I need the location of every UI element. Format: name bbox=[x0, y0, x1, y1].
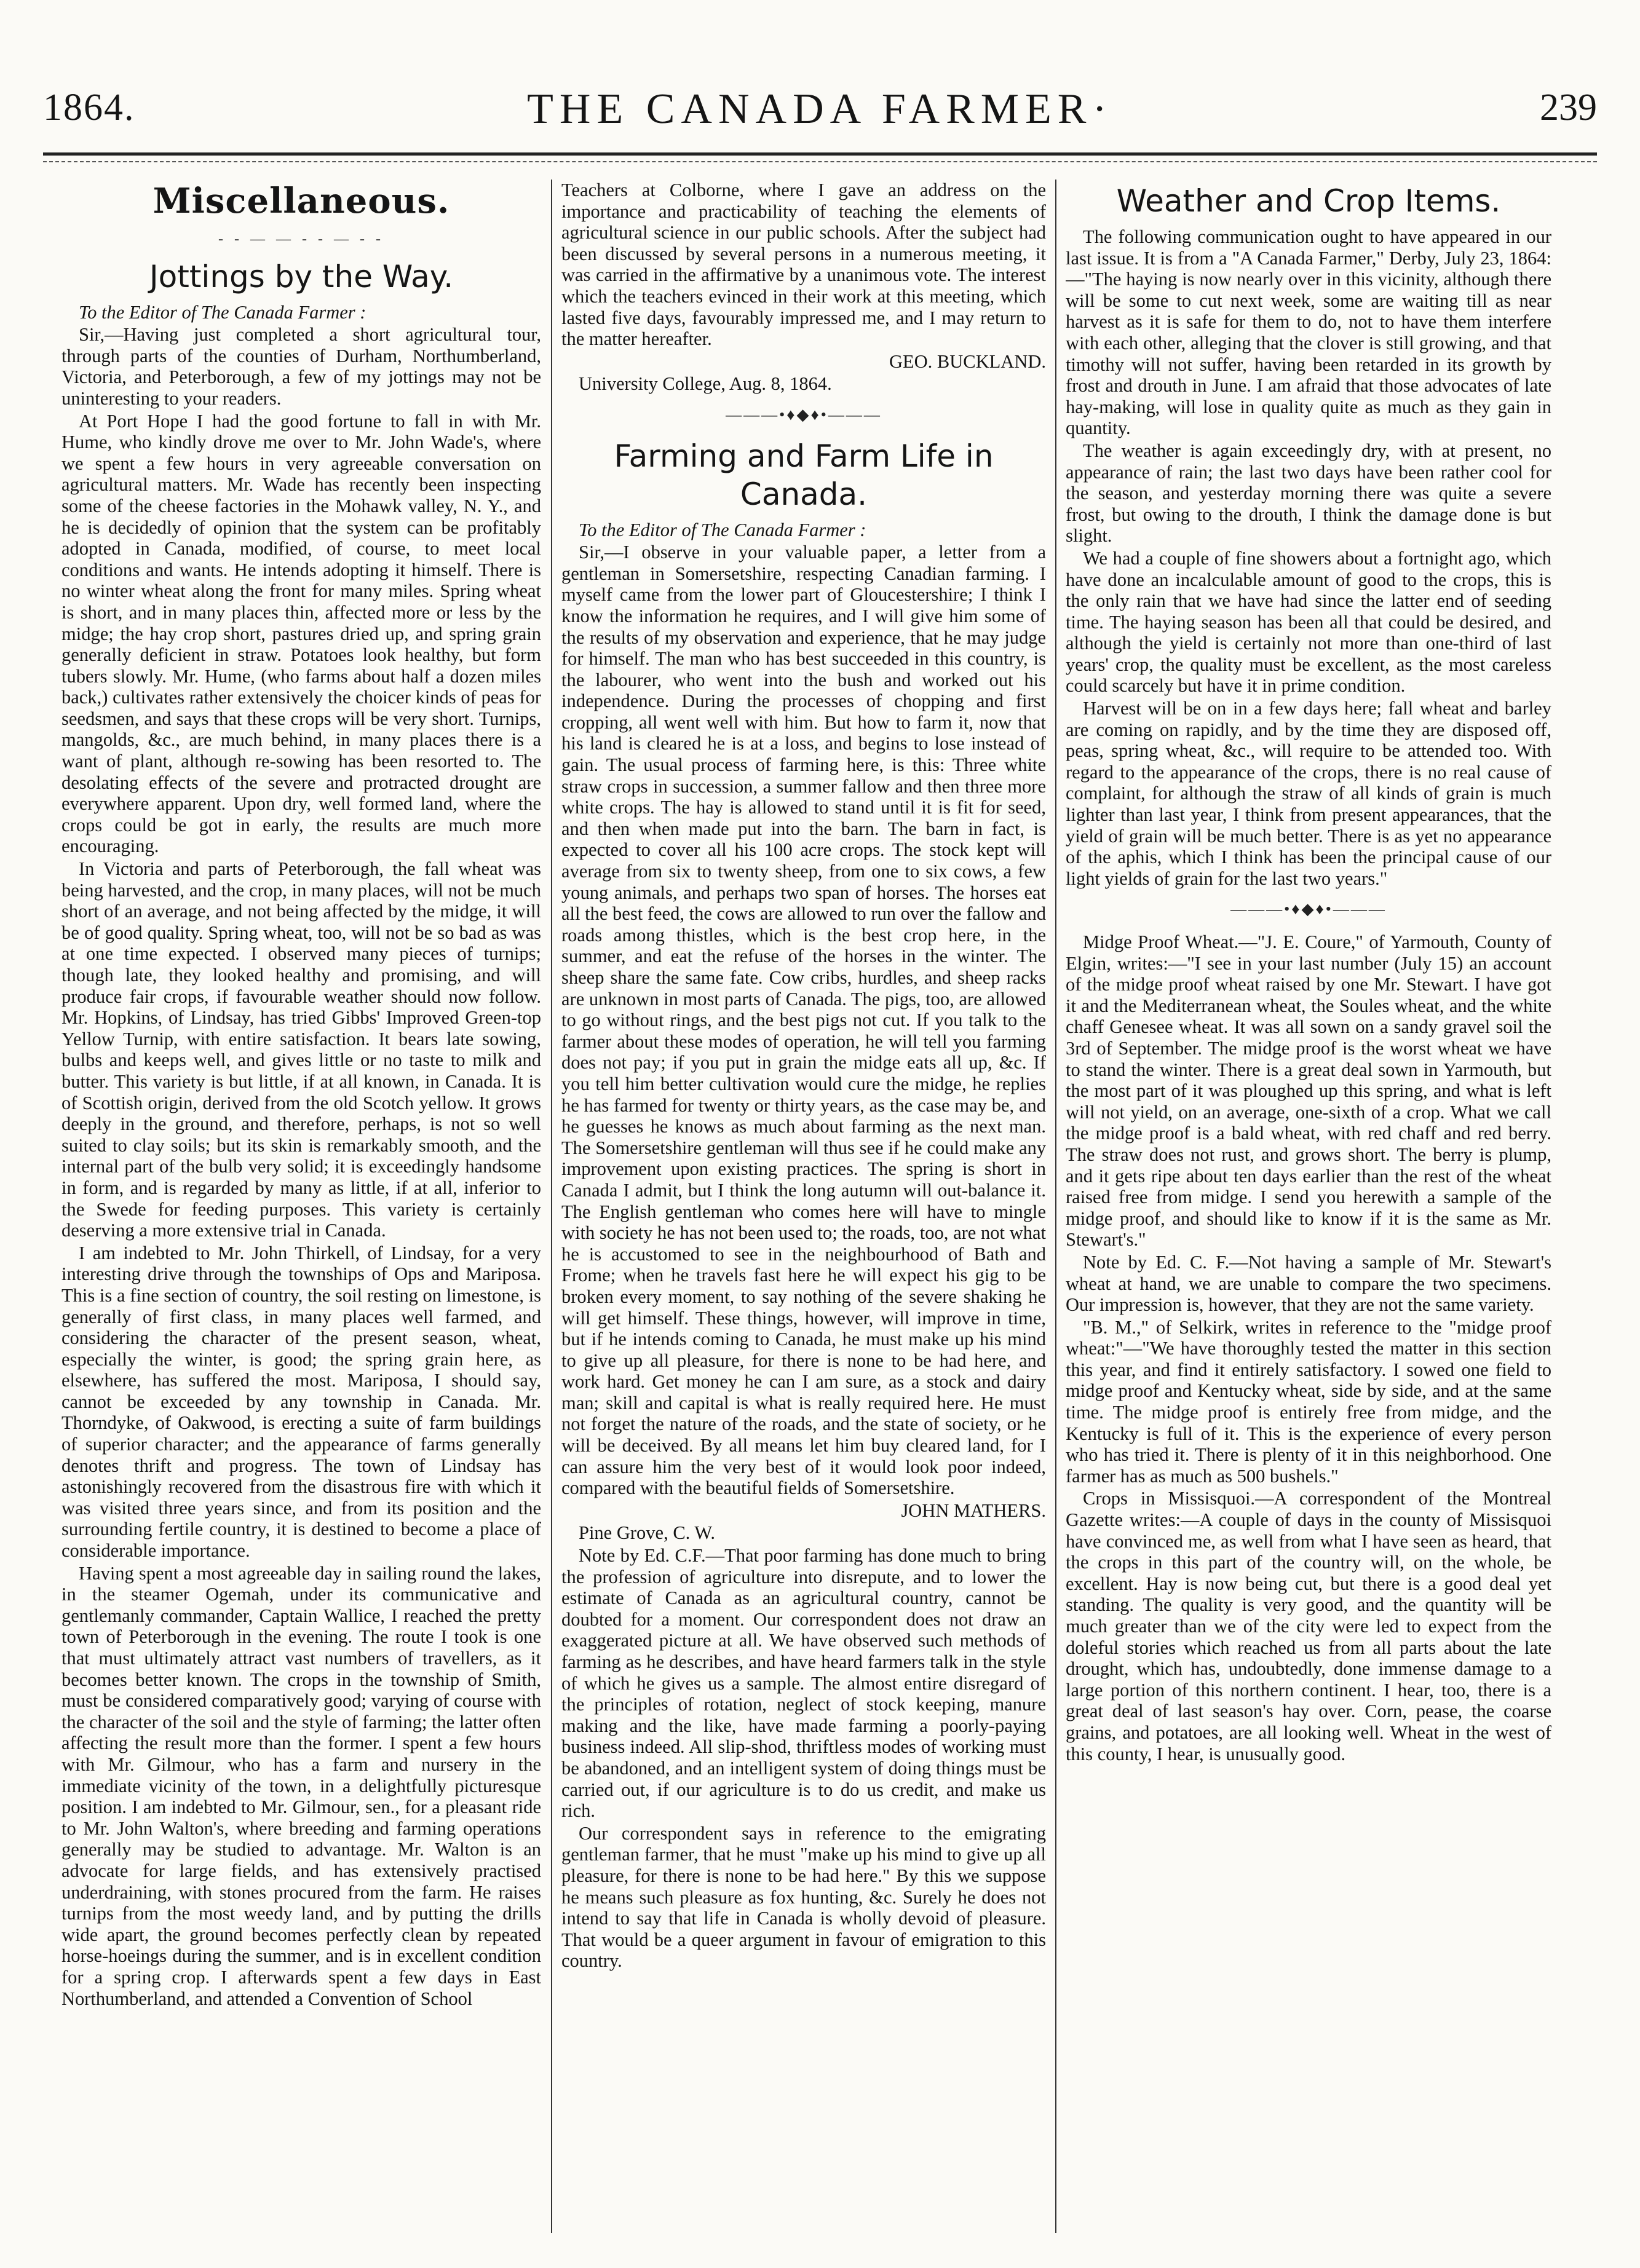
page-number: 239 bbox=[1540, 87, 1597, 128]
signature: JOHN MATHERS. bbox=[901, 1499, 1046, 1521]
column-divider bbox=[551, 180, 552, 2233]
article-paragraph: Harvest will be on in a few days here; fall wheat and barley are coming on rapidly, and by the time they are disposed off, peas, spring wheat, &c., will require to be attended too. With regard to the appearance of the crops, there is no real cause of complaint, for although the straw of all kinds of grain is much lighter than last year, I think from present appearances, that the yield of grain will be much better. There is as yet no appearance of the aphis, which I think has been the principal cause of our light yields of grain for the last two years." bbox=[1066, 698, 1551, 889]
column-3 bbox=[1066, 180, 1551, 2233]
article-paragraph: Crops in Missisquoi.—A correspondent of the Montreal Gazette writes:—A couple of days in the county of Missisquoi have convinced me, as well from what I have seen as heard, that the crops in this part of the country will, on the whole, be excellent. Hay is now being cut, but there is a good deal yet standing. The quality is very good, and the quantity will be much greater than we of the city were led to expect from the doleful stories which reached us from all parts about the late drought, which has, undoubtedly, done immense damage to a large portion of this northern continent. I hear, too, there is a great deal of last season's hay over. Corn, pease, the coarse grains, and potatoes, are all looking well. Wheat in the west of this county, I hear, is unusually good. bbox=[1066, 1488, 1551, 1764]
article-title: Farming and Farm Life in Canada. bbox=[614, 438, 994, 512]
issue-year: 1864. bbox=[43, 87, 135, 128]
article-paragraph: The following communication ought to have appeared in our last issue. It is from a "A Canada Farmer," Derby, July 23, 1864:—"The haying is now nearly over in this vicinity, although there will be some to cut next week, some are waiting till as near harvest as it is safe for them to do, not to have them interfere with each other, alleging that the clover is still growing, and that timothy will not suffer, having been retarded in its growth by frost and drouth in June. I am afraid that those advocates of late hay-making, will lose in quality quite as much as they gain in quantity. bbox=[1066, 226, 1551, 439]
article-paragraph: "B. M.," of Selkirk, writes in reference to the "midge proof wheat:"—"We have thoroughly tested the matter in this section this year, and find it entirely satisfactory. I sowed one field to midge proof and Kentucky wheat, side by side, and at the same time. The midge proof is entirely free from midge, and the Kentucky is full of it. This is the experience of every person who has tried it. There is plenty of it in this neighborhood. One farmer has as much as 500 bushels." bbox=[1066, 1316, 1551, 1487]
article-title: Jottings by the Way. bbox=[149, 258, 454, 294]
header-rule bbox=[43, 152, 1597, 156]
page-header bbox=[43, 74, 1597, 141]
article-paragraph: In Victoria and parts of Peterborough, the fall wheat was being harvested, and the crop, in many places, will not be much short of an average, and not being affected by the midge, it will be of good quality. Spring wheat, too, will not be so bad as was at one time expected. I observed many pieces of turnips; though late, they looked healthy and promising, and will produce fair crops, if favourable weather should now follow. Mr. Hopkins, of Lindsay, has tried Gibbs' Improved Green-top Yellow Turnip, with entire satisfaction. It bears late sowing, bulbs and keeps well, and gives little or no taste to milk and butter. This variety is but little, if at all known, in Canada. It is of Scottish origin, derived from the old Scotch yellow. It grows deeply in the ground, and therefore, perhaps, is not so well suited to clay soils; but its skin is remarkably smooth, and the internal part of the bulb very solid; it is exceedingly handsome in form, and is regarded by many as little, if at all, inferior to the Swede for feeding purposes. This variety is certainly deserving a more extensive trial in Canada. bbox=[61, 858, 541, 1241]
salutation: To the Editor of The Canada Farmer : bbox=[79, 301, 366, 323]
column-2 bbox=[561, 180, 1046, 2233]
section-heading: Miscellaneous. bbox=[153, 181, 450, 221]
column-divider bbox=[1055, 180, 1056, 2233]
article-paragraph: Sir,—Having just completed a short agricultural tour, through parts of the counties of Durham, Northumberland, Victoria, and Peterborough, a few of my jottings may not be uninteresting to your readers. bbox=[61, 324, 541, 409]
salutation: To the Editor of The Canada Farmer : bbox=[579, 519, 866, 540]
article-paragraph: At Port Hope I had the good fortune to fall in with Mr. Hume, who kindly drove me over to Mr. John Wade's, where we spent a few hours in very agreeable conversation on agricultural matters. Mr. Wade has recently been inspecting some of the cheese factories in the Mohawk valley, N. Y., and he is decidedly of opinion that the system can be profitably adopted in Canada, modified, of course, to meet local conditions and wants. He intends adopting it himself. There is no winter wheat along the front for many miles. Spring wheat is short, and in many places thin, affected more or less by the midge; the hay crop short, pastures dried up, and spring grain generally deficient in straw. Potatoes look healthy, but form tubers slowly. Mr. Hume, (who farms about half a dozen miles back,) cultivates rather extensively the choicer kinds of peas for seedsmen, and says that these crops will be very short. Turnips, mangolds, &c., are much behind, in many places there is a want of plant, although re-sowing has been resorted to. The desolating effects of the severe and protracted drought are everywhere apparent. Upon dry, well formed land, where the crops could be got in early, the results are much more encouraging. bbox=[61, 410, 541, 857]
article-paragraph: Teachers at Colborne, where I gave an address on the importance and practicability of teaching the elements of agricultural science in our public schools. After the subject had been discussed by several persons in a numerous meeting, it was carried in the affirmative by a unanimous vote. The interest which the teachers evinced in their work at this meeting, which lasted five days, favourably impressed me, and I may return to the matter hereafter. bbox=[561, 180, 1046, 350]
dateline: University College, Aug. 8, 1864. bbox=[579, 373, 832, 395]
dateline: Pine Grove, C. W. bbox=[579, 1522, 715, 1544]
newspaper-title: THE CANADA FARMER· bbox=[527, 85, 1113, 133]
article-title: Weather and Crop Items. bbox=[1116, 183, 1501, 219]
article-paragraph: Having spent a most agreeable day in sailing round the lakes, in the steamer Ogemah, under its communicative and gentlemanly commander, Captain Wallice, I reached the pretty town of Peterborough in the evening. The route I took is one that must ultimately attract vast numbers of travellers, as it becomes better known. The crops in the township of Smith, must be considered comparatively good; varying of course with the character of the soil and the style of farming; the latter often affecting the result more than the former. I spent a few hours with Mr. Gilmour, who has a farm and nursery in the immediate vicinity of the town, in a delightfully picturesque position. I am indebted to Mr. Gilmour, sen., for a pleasant ride to Mr. John Walton's, where breeding and farming operations generally may be studied to advantage. Mr. Walton is an advocate for large fields, and has extensively practised underdraining, with stones procured from the farm. He raises turnips from the most weedy land, and by putting the drills wide apart, the ground becomes perfectly clean by repeated horse-hoeings during the summer, and is in excellent condition for a spring crop. I afterwards spent a few days in East Northumberland, and attended a Convention of School bbox=[61, 1562, 541, 2009]
ornament-divider: ———•♦◆♦•——— bbox=[1230, 900, 1387, 919]
header-rule-dashed bbox=[43, 161, 1597, 162]
article-paragraph: The weather is again exceedingly dry, with at present, no appearance of rain; the last two days have been rather cool for the season, and yesterday morning there was quite a severe frost, but owing to the drouth, I think the damage done is but slight. bbox=[1066, 440, 1551, 547]
signature: GEO. BUCKLAND. bbox=[889, 350, 1046, 372]
article-paragraph: Sir,—I observe in your valuable paper, a letter from a gentleman in Somersetshire, respecting Canadian farming. I myself came from the lower part of Gloucestershire; I think I know the information he requires, and I will give him some of the results of my observation and experience, that he may judge for himself. The man who has best succeeded in this country, is the labourer, who went into the bush and worked out his independence. During the processes of chopping and first cropping, all went well with him. But how to farm it, now that his land is cleared he is at a loss, and begins to lose instead of gain. The usual process of farming here, is this: Three white straw crops in succession, a summer fallow and then three more white crops. The hay is allowed to stand until it is fit for seed, and then when made put into the barn. The barn in fact, is expected to cover all his 100 acre crops. The stock kept will average from six to twenty sheep, from one to six cows, a few young animals, and perhaps two span of horses. The horses eat all the best feed, the cows are allowed to run over the fallow and roads among thistles, which is the best crop here, in the summer, and eat the refuse of the horses in the winter. The sheep share the same fate. Cow cribs, hurdles, and sheep racks are unknown in most parts of Canada. The pigs, too, are allowed to go without rings, and the best pigs not cut. If you talk to the farmer about these modes of operation, he will tell you farming does not pay; if you put in grain the midge eats all up, &c. If you tell him better cultivation would cure the midge, he replies he has farmed for twenty or thirty years, as the case may be, and he guesses he knows as much about farming as the next man. The Somersetshire gentleman will thus see if he could make any improvement upon existing practices. The spring is short in Canada I admit, but I think the long autumn will out-balance it. The English gentleman who comes here will have to mingle with society he has not been used to; the roads, too, are not what he is accustomed to see in the neighbourhood of Bath and Frome; when he travels fast here he will expect his gig to be broken every moment, to say nothing of the severe shaking he will get himself. These things, however, will improve in time, but if he intends coming to Canada, he must make up his mind to give up all pleasure, for there is none to be had here, and work hard. Get money he can I am sure, as a stock and dairy man; skill and capital is what is really required here. He must not forget the nature of the roads, and the state of society, or he will be deceived. By all means let him buy cleared land, for I can assure him the very best of it would look poor indeed, compared with the beautiful fields of Somersetshire. bbox=[561, 542, 1046, 1499]
article-paragraph: Midge Proof Wheat.—"J. E. Coure," of Yarmouth, County of Elgin, writes:—"I see in your last number (July 15) an account of the midge proof wheat raised by one Mr. Stewart. I have got it and the Mediterranean wheat, the Soules wheat, and the white chaff Genesee wheat. It was all sown on a sandy gravel soil the 3rd of September. The midge proof is the worst wheat we have to stand the winter. There is a great deal sown in Yarmouth, but the most part of it was ploughed up this spring, and what is left will not yield, on an average, one-sixth of a crop. What we call the midge proof is a bald wheat, with red chaff and red berry. The straw does not rust, and grows short. The berry is plump, and it gets ripe about ten days earlier than the rest of the wheat raised free from midge. I send you herewith a sample of the midge proof, and should like to know if it is the same as Mr. Stewart's." bbox=[1066, 931, 1551, 1251]
column-1 bbox=[61, 180, 541, 2233]
article-paragraph: I am indebted to Mr. John Thirkell, of Lindsay, for a very interesting drive through the townships of Ops and Mariposa. This is a fine section of country, the soil resting on limestone, is generally of first class, in many places well farmed, and considering the character of the present season, wheat, especially the winter, is good; the spring grain here, as elsewhere, has suffered the most. Mariposa, I should say, cannot be exceeded by any township in Canada. Mr. Thorndyke, of Oakwood, is erecting a suite of farm buildings of superior character; and the appearance of farms generally denotes thrift and progress. The town of Lindsay has astonishingly recovered from the disastrous fire with which it was visited three years since, and from its position and the surrounding fertile country, it is destined to become a place of considerable importance. bbox=[61, 1242, 541, 1562]
article-paragraph: Our correspondent says in reference to the emigrating gentleman farmer, that he must "make up his mind to give up all pleasure, for there is none to be had here." By this we suppose he means such pleasure as fox hunting, &c. Surely he does not intend to say that life in Canada is wholly devoid of pleasure. That would be a queer argument in favour of emigration to this country. bbox=[561, 1822, 1046, 1972]
editor-note: Note by Ed. C.F.—That poor farming has done much to bring the profession of agriculture into disrepute, and to lower the estimate of Canada as an agricultural country, cannot be doubted for a moment. Our correspondent does not draw an exaggerated picture at all. We have observed such methods of farming as he describes, and have heard farmers talk in the style of which he gives us a sample. The almost entire disregard of the principles of rotation, neglect of stock keeping, manure making and the like, have made farming a poorly-paying business indeed. All slip-shod, thriftless modes of working must be abandoned, and an intelligent system of doing things must be carried out, if our agriculture is to do us credit, and make us rich. bbox=[561, 1545, 1046, 1822]
article-paragraph: We had a couple of fine showers about a fortnight ago, which have done an incalculable amount of good to the crops, this is the only rain that we have had since the latter end of seeding time. The haying season has been all that could be desired, and although the yield is certainly not more than one-third of last years' crop, the quality must be excellent, as the most careless could scarcely but have it in prime condition. bbox=[1066, 547, 1551, 697]
ornament-divider: ———•♦◆♦•——— bbox=[726, 405, 882, 424]
editor-note: Note by Ed. C. F.—Not having a sample of Mr. Stewart's wheat at hand, we are unable to compare the two specimens. Our impression is, however, that they are not the same variety. bbox=[1066, 1251, 1551, 1316]
section-rule: - - — — - - — - - bbox=[218, 231, 384, 247]
